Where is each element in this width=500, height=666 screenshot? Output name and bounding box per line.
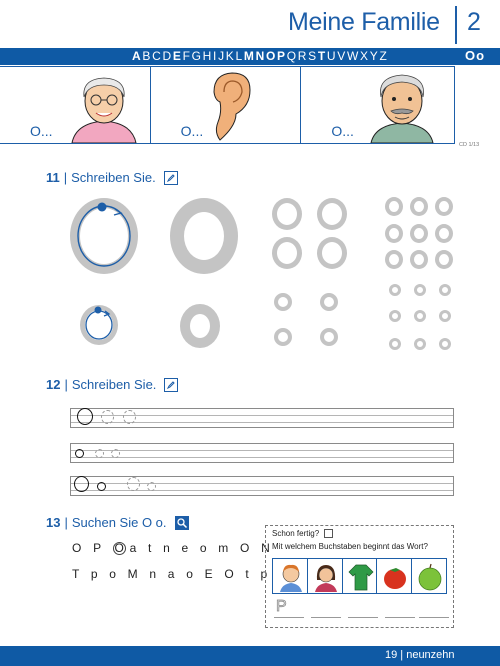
alphabet-letter: K: [225, 49, 236, 63]
grandfather-icon: [361, 69, 443, 143]
exercise-13-heading: [46, 515, 189, 530]
picture-cell-grandfather: [301, 67, 454, 143]
picture-label-2: O...: [180, 123, 204, 139]
answer-line-2[interactable]: [311, 604, 341, 618]
pencil-icon: [164, 171, 178, 185]
header-divider: [455, 6, 457, 44]
writing-line-1[interactable]: [70, 408, 454, 428]
alphabet-letter: P: [276, 49, 287, 63]
letter-o-tiny: [320, 293, 338, 311]
letter-o-tiny: [320, 328, 338, 346]
alphabet-letter: C: [152, 49, 163, 63]
letter-o-medium: [317, 237, 347, 269]
page-title: Meine Familie: [288, 8, 440, 36]
alphabet-letter: X: [360, 49, 370, 63]
circled-letter[interactable]: O: [114, 541, 124, 555]
exercise-divider: |: [64, 377, 68, 392]
pencil-icon: [164, 378, 178, 392]
alphabet-letter: G: [191, 49, 203, 63]
picture-cell-ear: [151, 67, 302, 143]
letter-o-medium: [272, 237, 302, 269]
letter-o-mini: [389, 284, 401, 296]
exercise-divider: |: [63, 170, 68, 185]
alphabet-letter: L: [235, 49, 244, 63]
letter-o-dashed: [95, 449, 104, 458]
page-number: 19 | neunzehn: [385, 649, 455, 661]
letter-o-mini: [389, 338, 401, 350]
letter-o-dashed: [147, 482, 156, 491]
strip-cell-tomato: [377, 559, 412, 593]
letter-row-2: T p o M n a o E O t p: [72, 567, 272, 581]
letter-o-tiny: [274, 293, 292, 311]
alphabet-letter: Q: [286, 49, 298, 63]
alphabet-letter: F: [182, 49, 192, 63]
answer-line-3[interactable]: [348, 604, 378, 618]
exercise-number: 11: [46, 170, 60, 185]
letter-o-small: [385, 250, 403, 269]
bonus-question-1: Schon fertig?: [272, 529, 333, 538]
alphabet-letter: A: [132, 49, 143, 63]
letter-o-small: [435, 197, 453, 216]
apple-icon: [417, 562, 443, 592]
strip-cell-boy: [273, 559, 308, 593]
answer-line-1[interactable]: [274, 604, 304, 618]
alphabet-bar: [0, 48, 500, 65]
footer-bar: [0, 646, 500, 666]
letter-o-mini: [414, 310, 426, 322]
writing-line-2[interactable]: [70, 443, 454, 463]
alphabet-letter: R: [297, 49, 309, 63]
alphabet-letter: B: [142, 49, 153, 63]
alphabet-letter: E: [172, 49, 183, 63]
stroke-direction-arrow-icon: [79, 304, 119, 346]
letter-o-large: [170, 198, 238, 274]
letter-row-1: [72, 541, 274, 555]
alphabet-letter: H: [202, 49, 214, 63]
letter-o-example: [97, 482, 106, 491]
letter-o-small-solid: [180, 304, 220, 348]
letter-o-small: [410, 224, 428, 243]
letter-o-example: [77, 408, 93, 425]
picture-cell-grandmother: [0, 67, 151, 143]
alphabet-letter: T: [317, 49, 327, 63]
letter-o-medium: [317, 198, 347, 230]
letter-o-mini: [439, 338, 451, 350]
letter-o-example: [75, 449, 84, 458]
exercise-11-heading: [46, 170, 178, 185]
alphabet-strip: [132, 49, 388, 63]
picture-label-3: O...: [331, 123, 354, 139]
letter-o-dashed: [111, 449, 120, 458]
alphabet-letter: O: [265, 49, 277, 63]
ear-icon: [206, 70, 256, 142]
strip-cell-apple: [412, 559, 446, 593]
letter-o-tiny: [274, 328, 292, 346]
exercise-instruction: Schreiben Sie.: [71, 377, 157, 392]
exercise-divider: |: [64, 515, 68, 530]
tomato-icon: [382, 562, 408, 592]
cd-track-label: CD 1/13: [459, 142, 480, 148]
strip-cell-woman: [308, 559, 343, 593]
pencil-icon: [324, 529, 333, 538]
alphabet-letter: U: [326, 49, 338, 63]
letter-o-mini: [414, 284, 426, 296]
dashed-letter-p: P: [276, 598, 287, 615]
chapter-number: 2: [467, 8, 481, 36]
letter-o-small: [435, 250, 453, 269]
alphabet-letter: V: [337, 49, 347, 63]
alphabet-letter: S: [308, 49, 318, 63]
exercise-instruction: Suchen Sie O o.: [71, 515, 167, 530]
boy-icon: [278, 562, 304, 592]
alphabet-letter: N: [255, 49, 266, 63]
picture-strip: [272, 558, 447, 594]
alphabet-letter: W: [346, 49, 360, 63]
answer-line-4[interactable]: [385, 604, 415, 618]
alphabet-letter: Y: [369, 49, 380, 63]
picture-row: [0, 66, 455, 144]
letter-o-small: [435, 224, 453, 243]
letter-o-small: [385, 224, 403, 243]
letter-o-dashed: [101, 410, 114, 424]
letter-o-mini: [414, 338, 426, 350]
letter-o-mini: [439, 310, 451, 322]
letter-pair: Oo: [465, 48, 486, 63]
exercise-number: 13: [46, 515, 61, 530]
woman-icon: [313, 562, 339, 592]
alphabet-letter: D: [162, 49, 173, 63]
strip-cell-pullover: [343, 559, 378, 593]
letter-o-dashed: [123, 410, 136, 424]
letter-o-example: [74, 476, 89, 492]
letter-o-small: [385, 197, 403, 216]
grandmother-icon: [64, 71, 144, 143]
alphabet-letter: M: [243, 49, 256, 63]
pullover-icon: [348, 562, 374, 592]
bonus-task-box: [265, 525, 454, 628]
exercise-12-heading: [46, 377, 178, 392]
picture-label-1: O...: [30, 123, 53, 139]
letter-o-dashed: [127, 477, 140, 491]
writing-line-3[interactable]: [70, 476, 454, 496]
letter-row-1-start: O P: [72, 541, 106, 555]
letter-o-medium: [272, 198, 302, 230]
magnifier-icon: [175, 516, 189, 530]
letter-row-1-rest: a t n e o m O N: [129, 541, 274, 555]
stroke-direction-arrow-icon: [69, 197, 139, 275]
alphabet-letter: I: [213, 49, 219, 63]
alphabet-letter: Z: [379, 49, 389, 63]
letter-o-mini: [389, 310, 401, 322]
exercise-instruction: Schreiben Sie.: [71, 170, 156, 185]
answer-line-5[interactable]: [419, 604, 449, 618]
alphabet-letter: J: [218, 49, 226, 63]
letter-o-small: [410, 250, 428, 269]
bonus-question-2: Mit welchem Buchstaben beginnt das Wort?: [272, 542, 428, 551]
letter-o-small: [410, 197, 428, 216]
exercise-number: 12: [46, 377, 61, 392]
letter-o-mini: [439, 284, 451, 296]
